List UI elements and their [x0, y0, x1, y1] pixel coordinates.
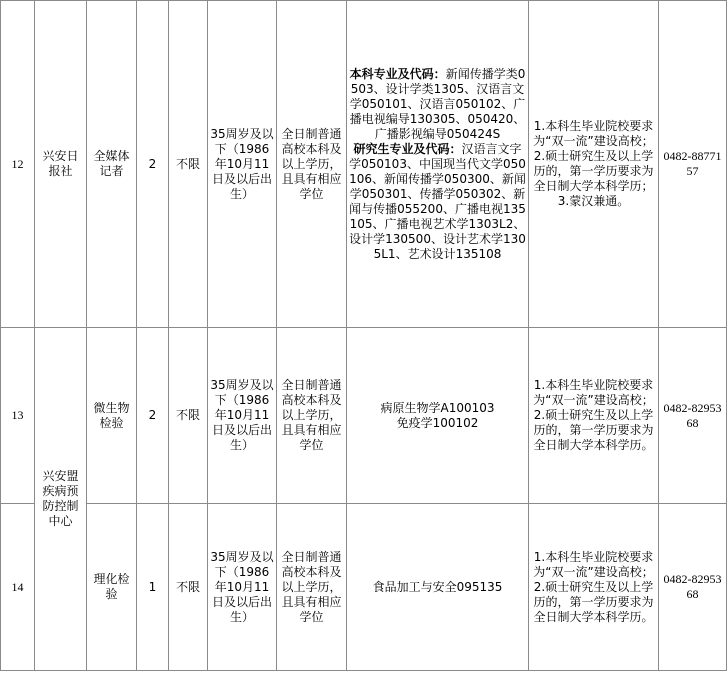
- major-cell: [347, 1, 529, 328]
- education-cell: 全日制普通高校本科及以上学历，且具有相应学位: [277, 504, 347, 671]
- requirement-item: 2.硕士研究生及以上学历的，第一学历要求为全日制大学本科学历；: [533, 149, 654, 193]
- major-graduate-heading: 研究生专业及代码：: [353, 141, 462, 156]
- table-row: [1, 328, 727, 504]
- count-cell: 1: [137, 504, 169, 671]
- education-cell: 全日制普通高校本科及以上学历，且具有相应学位: [277, 328, 347, 504]
- seq-cell: 14: [1, 504, 35, 671]
- age-cell: 35周岁及以下（1986年10月11日及以后出生）: [208, 504, 277, 671]
- post-cell: 微生物检验: [87, 328, 137, 504]
- major-item: 食品加工与安全095135: [372, 579, 503, 594]
- major-item: 病原生物学A100103: [380, 400, 495, 415]
- requirement-item: 3.蒙汉兼通。: [557, 194, 630, 208]
- education-cell: 全日制普通高校本科及以上学历，且具有相应学位: [277, 1, 347, 328]
- requirements-cell: [529, 1, 659, 328]
- post-cell: 全媒体记者: [87, 1, 137, 328]
- major-cell: [347, 328, 529, 504]
- major-undergrad-list: 新闻传播学类0503、设计学类1305、汉语言文学050101、汉语言050102、广播电视编导130305、050420、广播影视编导050424S: [349, 66, 526, 141]
- table-row: [1, 1, 727, 328]
- requirement-item: 1.本科生毕业院校要求为“双一流”建设高校；: [533, 119, 654, 148]
- phone-cell: 0482-8877157: [659, 1, 727, 328]
- table-row: [1, 504, 727, 671]
- count-cell: 2: [137, 328, 169, 504]
- major-item: 免疫学100102: [396, 415, 479, 430]
- unit-cell: 兴安日报社: [35, 1, 87, 328]
- requirement-item: 1.本科生毕业院校要求为“双一流”建设高校；: [533, 549, 654, 579]
- phone-cell: 0482-8295368: [659, 504, 727, 671]
- seq-cell: 12: [1, 1, 35, 328]
- requirements-cell: [529, 328, 659, 504]
- major-undergrad-heading: 本科专业及代码：: [349, 66, 446, 81]
- gender-cell: 不限: [169, 504, 208, 671]
- count-cell: 2: [137, 1, 169, 328]
- post-cell: 理化检验: [87, 504, 137, 671]
- age-cell: 35周岁及以下（1986年10月11日及以后出生）: [208, 1, 277, 328]
- phone-cell: 0482-8295368: [659, 328, 727, 504]
- major-cell: [347, 504, 529, 671]
- major-graduate-list: 汉语言文字学050103、中国现当代文学050106、新闻传播学050300、新闻学050301、传播学050302、新闻与传播055200、广播电视135105、广播电视艺术学1303L2、设计学130500、设计艺术学1305L1、艺术设计135108: [349, 141, 526, 261]
- seq-cell: 13: [1, 328, 35, 504]
- gender-cell: 不限: [169, 1, 208, 328]
- requirements-cell: [529, 504, 659, 671]
- gender-cell: 不限: [169, 328, 208, 504]
- age-cell: 35周岁及以下（1986年10月11日及以后出生）: [208, 328, 277, 504]
- unit-cell: 兴安盟疾病预防控制中心: [35, 328, 87, 671]
- requirement-item: 2.硕士研究生及以上学历的，第一学历要求为全日制大学本科学历。: [533, 579, 654, 624]
- requirement-item: 2.硕士研究生及以上学历的，第一学历要求为全日制大学本科学历。: [533, 408, 654, 452]
- requirement-item: 1.本科生毕业院校要求为“双一流”建设高校；: [533, 378, 654, 407]
